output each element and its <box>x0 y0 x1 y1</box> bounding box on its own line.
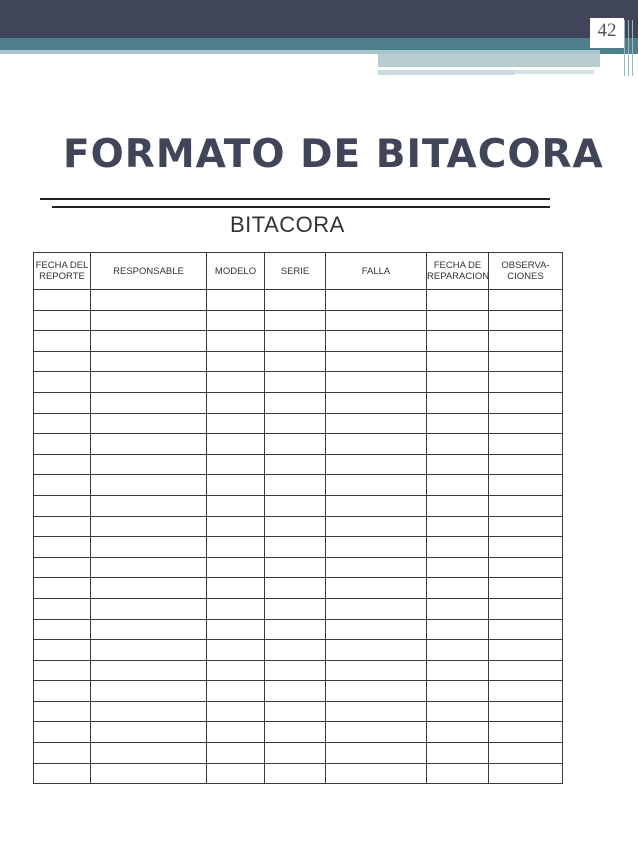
table-body <box>34 290 563 784</box>
table-cell <box>265 743 326 764</box>
table-cell <box>427 454 489 475</box>
table-cell <box>326 619 427 640</box>
table-cell <box>34 619 91 640</box>
table-cell <box>91 290 207 311</box>
table-cell <box>326 743 427 764</box>
table-cell <box>489 578 563 599</box>
table-cell <box>326 331 427 352</box>
slide-accent-stripe <box>378 70 514 75</box>
table-cell <box>91 537 207 558</box>
table-cell <box>207 495 265 516</box>
table-row <box>34 598 563 619</box>
table-cell <box>427 763 489 784</box>
column-header-modelo: MODELO <box>207 253 265 290</box>
table-cell <box>207 331 265 352</box>
table-cell <box>34 557 91 578</box>
table-cell <box>326 640 427 661</box>
table-cell <box>489 413 563 434</box>
table-cell <box>91 310 207 331</box>
table-header-row <box>34 253 563 290</box>
table-row <box>34 619 563 640</box>
table-cell <box>489 660 563 681</box>
table-cell <box>326 454 427 475</box>
table-cell <box>326 537 427 558</box>
table-cell <box>326 763 427 784</box>
table-cell <box>489 331 563 352</box>
table-cell <box>34 413 91 434</box>
table-cell <box>207 619 265 640</box>
table-cell <box>427 495 489 516</box>
table-cell <box>34 372 91 393</box>
table-cell <box>427 681 489 702</box>
table-cell <box>91 743 207 764</box>
document-rule <box>40 198 550 200</box>
table-cell <box>34 475 91 496</box>
table-cell <box>91 392 207 413</box>
table-cell <box>265 475 326 496</box>
table-row <box>34 392 563 413</box>
table-cell <box>326 290 427 311</box>
table-cell <box>489 495 563 516</box>
table-cell <box>207 701 265 722</box>
table-cell <box>91 598 207 619</box>
table-cell <box>91 351 207 372</box>
slide-accent-stripe <box>378 54 600 67</box>
table-cell <box>34 763 91 784</box>
table-cell <box>489 598 563 619</box>
table-cell <box>326 310 427 331</box>
table-cell <box>34 701 91 722</box>
table-cell <box>489 351 563 372</box>
table-cell <box>489 722 563 743</box>
table-cell <box>207 598 265 619</box>
table-cell <box>427 392 489 413</box>
table-cell <box>489 537 563 558</box>
slide-title: FORMATO DE BITACORA <box>63 132 604 177</box>
table-cell <box>34 310 91 331</box>
table-cell <box>91 722 207 743</box>
table-cell <box>489 392 563 413</box>
table-cell <box>265 372 326 393</box>
table-cell <box>265 413 326 434</box>
table-cell <box>34 392 91 413</box>
table-row <box>34 475 563 496</box>
table-row <box>34 578 563 599</box>
table-cell <box>265 660 326 681</box>
table-cell <box>265 434 326 455</box>
table-cell <box>326 516 427 537</box>
table-cell <box>207 722 265 743</box>
table-cell <box>34 660 91 681</box>
table-cell <box>427 619 489 640</box>
table-cell <box>489 681 563 702</box>
table-cell <box>427 516 489 537</box>
table-cell <box>326 557 427 578</box>
document-rule <box>52 206 550 208</box>
table-cell <box>91 557 207 578</box>
table-row <box>34 516 563 537</box>
table-cell <box>265 722 326 743</box>
table-cell <box>326 475 427 496</box>
table-cell <box>34 578 91 599</box>
table-cell <box>326 392 427 413</box>
table-row <box>34 743 563 764</box>
table-cell <box>34 454 91 475</box>
table-cell <box>91 495 207 516</box>
table-cell <box>427 660 489 681</box>
column-header-serie: SERIE <box>265 253 326 290</box>
table-cell <box>489 640 563 661</box>
table-cell <box>91 681 207 702</box>
table-cell <box>207 392 265 413</box>
table-cell <box>91 475 207 496</box>
table-cell <box>34 640 91 661</box>
table-cell <box>91 640 207 661</box>
slide-edge-line <box>624 20 625 76</box>
table-cell <box>207 640 265 661</box>
table-cell <box>489 454 563 475</box>
table-row <box>34 413 563 434</box>
table-cell <box>91 434 207 455</box>
page-number: 42 <box>597 20 617 41</box>
table-cell <box>326 578 427 599</box>
table-cell <box>489 516 563 537</box>
table-cell <box>265 516 326 537</box>
table-cell <box>91 372 207 393</box>
table-cell <box>265 495 326 516</box>
table-cell <box>34 681 91 702</box>
table-row <box>34 434 563 455</box>
table-cell <box>91 413 207 434</box>
table-cell <box>207 290 265 311</box>
column-header-fecha-reparacion: FECHA DE REPARACION <box>427 253 489 290</box>
slide-edge-line <box>628 20 629 76</box>
table-cell <box>427 331 489 352</box>
slide-accent-stripe <box>514 70 594 74</box>
table-cell <box>326 701 427 722</box>
table-cell <box>326 681 427 702</box>
table-cell <box>207 660 265 681</box>
table-cell <box>265 681 326 702</box>
table-cell <box>265 331 326 352</box>
bitacora-table <box>33 252 563 784</box>
table-cell <box>489 372 563 393</box>
table-cell <box>489 475 563 496</box>
table-cell <box>207 413 265 434</box>
table-cell <box>265 310 326 331</box>
table-cell <box>427 290 489 311</box>
table-cell <box>427 434 489 455</box>
table-row <box>34 454 563 475</box>
table-row <box>34 722 563 743</box>
table-cell <box>427 598 489 619</box>
table-cell <box>489 701 563 722</box>
table-cell <box>326 598 427 619</box>
table-row <box>34 660 563 681</box>
table-cell <box>34 598 91 619</box>
table-cell <box>207 516 265 537</box>
table-cell <box>265 578 326 599</box>
table-cell <box>326 351 427 372</box>
table-cell <box>265 598 326 619</box>
table-cell <box>427 537 489 558</box>
table-row <box>34 701 563 722</box>
table-cell <box>207 310 265 331</box>
table-cell <box>265 454 326 475</box>
table-cell <box>427 743 489 764</box>
table-row <box>34 537 563 558</box>
table-cell <box>326 660 427 681</box>
table-cell <box>427 310 489 331</box>
table-row <box>34 681 563 702</box>
table-cell <box>207 681 265 702</box>
table-cell <box>91 516 207 537</box>
table-cell <box>489 434 563 455</box>
table-cell <box>207 351 265 372</box>
table-cell <box>207 372 265 393</box>
table-cell <box>427 372 489 393</box>
table-cell <box>326 495 427 516</box>
table-cell <box>489 310 563 331</box>
table-row <box>34 372 563 393</box>
table-cell <box>207 578 265 599</box>
table-row <box>34 640 563 661</box>
table-cell <box>265 290 326 311</box>
table-cell <box>91 763 207 784</box>
table-cell <box>489 763 563 784</box>
slide-header-bar <box>0 0 638 38</box>
table-row <box>34 557 563 578</box>
table-cell <box>427 413 489 434</box>
table-cell <box>91 660 207 681</box>
table-cell <box>326 434 427 455</box>
table-cell <box>427 351 489 372</box>
table-cell <box>34 495 91 516</box>
table-cell <box>91 619 207 640</box>
table-cell <box>265 640 326 661</box>
table-cell <box>489 743 563 764</box>
table-cell <box>34 331 91 352</box>
table-row <box>34 351 563 372</box>
table-cell <box>34 434 91 455</box>
table-cell <box>207 454 265 475</box>
table-row <box>34 763 563 784</box>
table-cell <box>91 701 207 722</box>
table-cell <box>207 557 265 578</box>
table-cell <box>207 763 265 784</box>
table-cell <box>91 454 207 475</box>
table-cell <box>265 557 326 578</box>
table-row <box>34 290 563 311</box>
table-cell <box>427 640 489 661</box>
table-cell <box>207 475 265 496</box>
table-cell <box>265 701 326 722</box>
table-row <box>34 310 563 331</box>
table-cell <box>34 351 91 372</box>
table-cell <box>207 434 265 455</box>
table-cell <box>427 722 489 743</box>
table-cell <box>34 743 91 764</box>
table-row <box>34 495 563 516</box>
table-cell <box>207 743 265 764</box>
table-cell <box>427 557 489 578</box>
table-cell <box>489 557 563 578</box>
table-row <box>34 331 563 352</box>
table-cell <box>489 290 563 311</box>
table-cell <box>265 392 326 413</box>
table-cell <box>326 372 427 393</box>
table-cell <box>34 516 91 537</box>
table-cell <box>91 578 207 599</box>
table-cell <box>427 578 489 599</box>
table-cell <box>265 537 326 558</box>
table-cell <box>265 351 326 372</box>
table-cell <box>265 763 326 784</box>
column-header-observaciones: OBSERVA- CIONES <box>489 253 563 290</box>
table-cell <box>91 331 207 352</box>
table-cell <box>34 537 91 558</box>
column-header-fecha-reporte: FECHA DEL REPORTE <box>34 253 91 290</box>
column-header-responsable: RESPONSABLE <box>91 253 207 290</box>
table-cell <box>34 722 91 743</box>
table-cell <box>489 619 563 640</box>
table-cell <box>34 290 91 311</box>
table-cell <box>427 475 489 496</box>
table-cell <box>207 537 265 558</box>
table-cell <box>326 413 427 434</box>
table-cell <box>427 701 489 722</box>
table-cell <box>326 722 427 743</box>
column-header-falla: FALLA <box>326 253 427 290</box>
document-title: BITACORA <box>230 212 345 237</box>
slide-edge-line <box>632 20 633 76</box>
table-cell <box>265 619 326 640</box>
